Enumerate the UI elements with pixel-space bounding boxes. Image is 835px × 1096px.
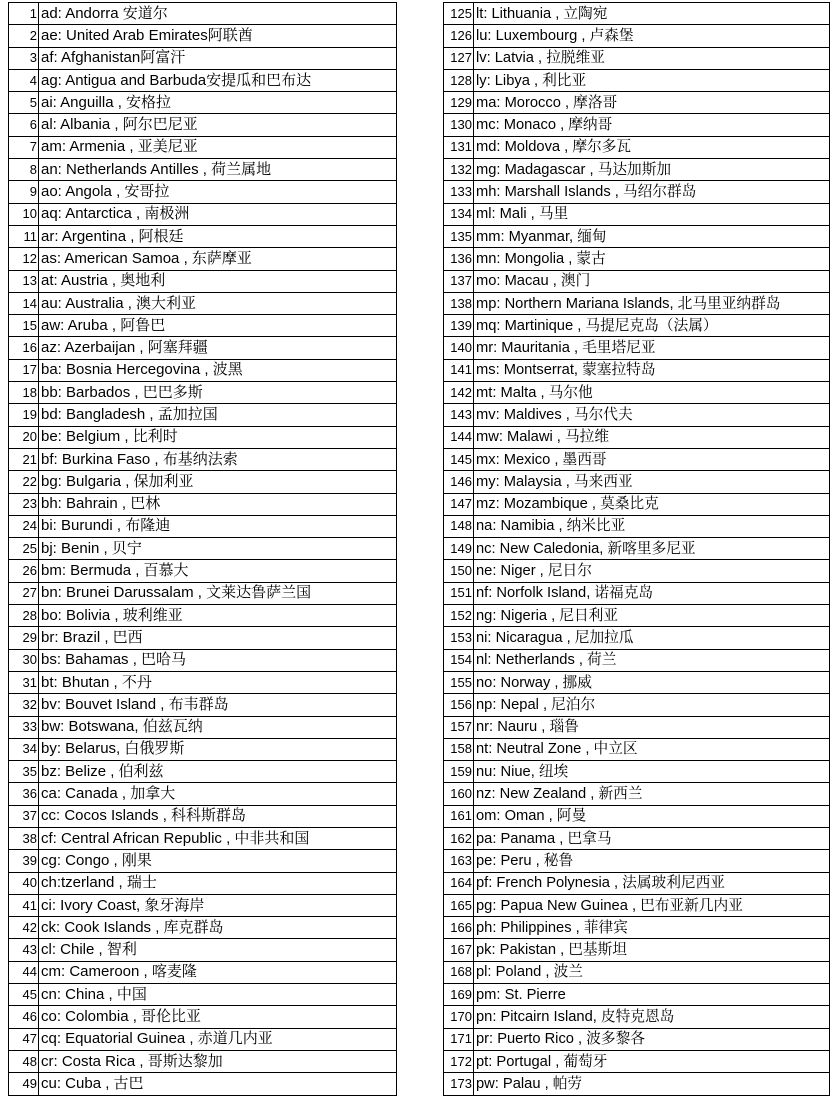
country-entry: bn: Brunei Darussalam , 文莱达鲁萨兰国 [39,582,397,604]
row-number: 15 [9,315,39,337]
table-row [444,582,830,604]
table-row [9,292,397,314]
row-number: 141 [444,359,474,381]
row-number: 34 [9,738,39,760]
row-number: 17 [9,359,39,381]
row-number: 142 [444,382,474,404]
table-row [444,92,830,114]
country-entry: bz: Belize , 伯利兹 [39,761,397,783]
table-row [444,136,830,158]
country-entry: ng: Nigeria , 尼日利亚 [474,605,830,627]
row-number: 4 [9,69,39,91]
row-number: 9 [9,181,39,203]
row-number: 41 [9,894,39,916]
table-row [444,827,830,849]
table-row [444,493,830,515]
table-row [9,47,397,69]
row-number: 125 [444,3,474,25]
table-row [444,448,830,470]
row-number: 152 [444,605,474,627]
row-number: 171 [444,1028,474,1050]
country-entry: by: Belarus, 白俄罗斯 [39,738,397,760]
table-row [444,382,830,404]
country-entry: cu: Cuba , 古巴 [39,1073,397,1095]
country-entry: nc: New Caledonia, 新喀里多尼亚 [474,538,830,560]
table-row [9,426,397,448]
row-number: 138 [444,292,474,314]
country-entry: mp: Northern Mariana Islands, 北马里亚纳群岛 [474,292,830,314]
row-number: 5 [9,92,39,114]
country-entry: bh: Bahrain , 巴林 [39,493,397,515]
country-entry: ph: Philippines , 菲律宾 [474,917,830,939]
row-number: 135 [444,225,474,247]
row-number: 155 [444,671,474,693]
row-number: 36 [9,783,39,805]
table-row [444,961,830,983]
row-number: 159 [444,761,474,783]
table-row [444,292,830,314]
table-row [9,270,397,292]
row-number: 149 [444,538,474,560]
row-number: 164 [444,872,474,894]
row-number: 29 [9,627,39,649]
row-number: 31 [9,671,39,693]
row-number: 134 [444,203,474,225]
table-row [9,783,397,805]
country-entry: cr: Costa Rica , 哥斯达黎加 [39,1050,397,1072]
row-number: 16 [9,337,39,359]
country-entry: co: Colombia , 哥伦比亚 [39,1006,397,1028]
country-entry: bf: Burkina Faso , 布基纳法索 [39,448,397,470]
country-entry: lv: Latvia , 拉脱维亚 [474,47,830,69]
row-number: 27 [9,582,39,604]
row-number: 28 [9,605,39,627]
table-row [9,694,397,716]
country-entry: ch:tzerland , 瑞士 [39,872,397,894]
country-entry: my: Malaysia , 马来西亚 [474,471,830,493]
row-number: 22 [9,471,39,493]
country-entry: cq: Equatorial Guinea , 赤道几内亚 [39,1028,397,1050]
table-row [9,114,397,136]
country-entry: ml: Mali , 马里 [474,203,830,225]
table-row [9,69,397,91]
row-number: 23 [9,493,39,515]
table-row [444,761,830,783]
country-entry: ci: Ivory Coast, 象牙海岸 [39,894,397,916]
row-number: 151 [444,582,474,604]
country-entry: na: Namibia , 纳米比亚 [474,515,830,537]
row-number: 24 [9,515,39,537]
table-row [9,627,397,649]
country-entry: pn: Pitcairn Island, 皮特克恩岛 [474,1006,830,1028]
country-entry: cl: Chile , 智利 [39,939,397,961]
table-row [444,404,830,426]
row-number: 6 [9,114,39,136]
row-number: 25 [9,538,39,560]
table-row [444,694,830,716]
table-row [444,337,830,359]
country-entry: pk: Pakistan , 巴基斯坦 [474,939,830,961]
row-number: 170 [444,1006,474,1028]
country-entry: aw: Aruba , 阿鲁巴 [39,315,397,337]
row-number: 32 [9,694,39,716]
country-entry: ly: Libya , 利比亚 [474,69,830,91]
country-entry: nu: Niue, 纽埃 [474,761,830,783]
row-number: 43 [9,939,39,961]
table-row [444,203,830,225]
country-entry: bm: Bermuda , 百慕大 [39,560,397,582]
row-number: 145 [444,448,474,470]
row-number: 150 [444,560,474,582]
row-number: 160 [444,783,474,805]
country-entry: ad: Andorra 安道尔 [39,3,397,25]
table-row [444,538,830,560]
table-row [9,1050,397,1072]
row-number: 49 [9,1073,39,1095]
country-entry: ni: Nicaragua , 尼加拉瓜 [474,627,830,649]
country-entry: pa: Panama , 巴拿马 [474,827,830,849]
country-entry: al: Albania , 阿尔巴尼亚 [39,114,397,136]
row-number: 173 [444,1073,474,1095]
country-entry: af: Afghanistan阿富汗 [39,47,397,69]
row-number: 10 [9,203,39,225]
row-number: 146 [444,471,474,493]
row-number: 40 [9,872,39,894]
row-number: 165 [444,894,474,916]
country-entry: ba: Bosnia Hercegovina , 波黑 [39,359,397,381]
country-entry: pw: Palau , 帕劳 [474,1073,830,1095]
row-number: 14 [9,292,39,314]
country-entry: pt: Portugal , 葡萄牙 [474,1050,830,1072]
country-entry: bb: Barbados , 巴巴多斯 [39,382,397,404]
country-entry: bj: Benin , 贝宁 [39,538,397,560]
table-row [9,136,397,158]
country-entry: ca: Canada , 加拿大 [39,783,397,805]
table-row [9,315,397,337]
row-number: 133 [444,181,474,203]
country-entry: mv: Maldives , 马尔代夫 [474,404,830,426]
table-row [444,984,830,1006]
row-number: 33 [9,716,39,738]
table-row [444,1028,830,1050]
row-number: 130 [444,114,474,136]
table-row [444,270,830,292]
row-number: 168 [444,961,474,983]
country-entry: au: Australia , 澳大利亚 [39,292,397,314]
table-row [9,605,397,627]
table-row [444,605,830,627]
row-number: 48 [9,1050,39,1072]
table-row [9,805,397,827]
row-number: 7 [9,136,39,158]
row-number: 20 [9,426,39,448]
country-entry: an: Netherlands Antilles , 荷兰属地 [39,159,397,181]
row-number: 8 [9,159,39,181]
country-entry: bw: Botswana, 伯兹瓦纳 [39,716,397,738]
table-row [444,805,830,827]
row-number: 37 [9,805,39,827]
table-row [9,515,397,537]
table-row [444,181,830,203]
country-entry: ai: Anguilla , 安格拉 [39,92,397,114]
country-entry: bg: Bulgaria , 保加利亚 [39,471,397,493]
row-number: 129 [444,92,474,114]
row-number: 140 [444,337,474,359]
table-row [444,25,830,47]
row-number: 154 [444,649,474,671]
country-entry: nt: Neutral Zone , 中立区 [474,738,830,760]
table-row [9,649,397,671]
table-row [444,939,830,961]
country-entry: no: Norway , 挪威 [474,671,830,693]
table-row [9,382,397,404]
table-row [444,248,830,270]
country-entry: lt: Lithuania , 立陶宛 [474,3,830,25]
table-row [9,248,397,270]
row-number: 3 [9,47,39,69]
row-number: 19 [9,404,39,426]
table-row [9,471,397,493]
table-row [444,872,830,894]
table-row [9,961,397,983]
row-number: 158 [444,738,474,760]
row-number: 147 [444,493,474,515]
table-row [9,25,397,47]
table-row [444,426,830,448]
table-row [9,917,397,939]
row-number: 12 [9,248,39,270]
country-entry: aq: Antarctica , 南极洲 [39,203,397,225]
country-entry: mz: Mozambique , 莫桑比克 [474,493,830,515]
country-entry: nz: New Zealand , 新西兰 [474,783,830,805]
row-number: 47 [9,1028,39,1050]
country-entry: bd: Bangladesh , 孟加拉国 [39,404,397,426]
row-number: 39 [9,850,39,872]
country-entry: bs: Bahamas , 巴哈马 [39,649,397,671]
table-row [444,471,830,493]
row-number: 157 [444,716,474,738]
country-entry: mg: Madagascar , 马达加斯加 [474,159,830,181]
row-number: 126 [444,25,474,47]
country-entry: bi: Burundi , 布隆迪 [39,515,397,537]
row-number: 2 [9,25,39,47]
country-entry: mx: Mexico , 墨西哥 [474,448,830,470]
row-number: 128 [444,69,474,91]
table-row [9,761,397,783]
table-row [444,159,830,181]
row-number: 45 [9,984,39,1006]
table-row [444,315,830,337]
table-row [444,627,830,649]
row-number: 143 [444,404,474,426]
country-entry: pl: Poland , 波兰 [474,961,830,983]
table-row [9,538,397,560]
table-row [444,3,830,25]
country-entry: lu: Luxembourg , 卢森堡 [474,25,830,47]
table-row [444,114,830,136]
table-row [9,582,397,604]
row-number: 30 [9,649,39,671]
row-number: 35 [9,761,39,783]
row-number: 163 [444,850,474,872]
row-number: 139 [444,315,474,337]
country-entry: be: Belgium , 比利时 [39,426,397,448]
table-row [9,716,397,738]
country-entry: mo: Macau , 澳门 [474,270,830,292]
table-row [9,1006,397,1028]
table-row [9,560,397,582]
country-entry: mn: Mongolia , 蒙古 [474,248,830,270]
left-country-table [8,2,397,1096]
row-number: 42 [9,917,39,939]
row-number: 144 [444,426,474,448]
row-number: 131 [444,136,474,158]
row-number: 137 [444,270,474,292]
country-entry: pf: French Polynesia , 法属玻利尼西亚 [474,872,830,894]
country-entry: cc: Cocos Islands , 科科斯群岛 [39,805,397,827]
country-entry: cg: Congo , 刚果 [39,850,397,872]
row-number: 13 [9,270,39,292]
row-number: 11 [9,225,39,247]
table-row [444,47,830,69]
table-row [9,3,397,25]
table-row [9,827,397,849]
country-entry: bt: Bhutan , 不丹 [39,671,397,693]
row-number: 1 [9,3,39,25]
row-number: 153 [444,627,474,649]
country-entry: at: Austria , 奥地利 [39,270,397,292]
country-entry: bo: Bolivia , 玻利维亚 [39,605,397,627]
country-entry: pg: Papua New Guinea , 巴布亚新几内亚 [474,894,830,916]
country-entry: mq: Martinique , 马提尼克岛（法属） [474,315,830,337]
table-row [9,984,397,1006]
country-entry: bv: Bouvet Island , 布韦群岛 [39,694,397,716]
table-row [9,404,397,426]
country-entry: pm: St. Pierre [474,984,830,1006]
country-entry: mm: Myanmar, 缅甸 [474,225,830,247]
country-entry: mh: Marshall Islands , 马绍尔群岛 [474,181,830,203]
country-entry: cn: China , 中国 [39,984,397,1006]
right-country-table [443,2,830,1096]
country-entry: mc: Monaco , 摩纳哥 [474,114,830,136]
table-row [9,159,397,181]
country-entry: mw: Malawi , 马拉维 [474,426,830,448]
table-row [444,1006,830,1028]
country-entry: nf: Norfolk Island, 诺福克岛 [474,582,830,604]
row-number: 26 [9,560,39,582]
country-entry: cm: Cameroon , 喀麦隆 [39,961,397,983]
country-entry: pr: Puerto Rico , 波多黎各 [474,1028,830,1050]
row-number: 167 [444,939,474,961]
table-row [9,203,397,225]
country-entry: ck: Cook Islands , 库克群岛 [39,917,397,939]
country-entry: ms: Montserrat, 蒙塞拉特岛 [474,359,830,381]
table-row [444,560,830,582]
row-number: 44 [9,961,39,983]
row-number: 156 [444,694,474,716]
country-entry: ne: Niger , 尼日尔 [474,560,830,582]
row-number: 169 [444,984,474,1006]
table-row [444,917,830,939]
country-entry: az: Azerbaijan , 阿塞拜疆 [39,337,397,359]
table-row [9,738,397,760]
table-row [444,649,830,671]
country-entry: ag: Antigua and Barbuda安提瓜和巴布达 [39,69,397,91]
table-row [444,515,830,537]
country-entry: br: Brazil , 巴西 [39,627,397,649]
country-entry: cf: Central African Republic , 中非共和国 [39,827,397,849]
table-row [444,671,830,693]
row-number: 21 [9,448,39,470]
country-entry: np: Nepal , 尼泊尔 [474,694,830,716]
row-number: 172 [444,1050,474,1072]
table-row [9,337,397,359]
row-number: 38 [9,827,39,849]
country-entry: md: Moldova , 摩尔多瓦 [474,136,830,158]
table-row [444,783,830,805]
table-row [9,872,397,894]
country-entry: ae: United Arab Emirates阿联酋 [39,25,397,47]
table-row [9,1028,397,1050]
country-entry: as: American Samoa , 东萨摩亚 [39,248,397,270]
row-number: 162 [444,827,474,849]
row-number: 166 [444,917,474,939]
table-row [9,92,397,114]
row-number: 161 [444,805,474,827]
table-row [9,850,397,872]
row-number: 132 [444,159,474,181]
country-entry: ao: Angola , 安哥拉 [39,181,397,203]
table-row [9,493,397,515]
country-entry: pe: Peru , 秘鲁 [474,850,830,872]
country-entry: ar: Argentina , 阿根廷 [39,225,397,247]
country-entry: nr: Nauru , 瑙鲁 [474,716,830,738]
country-entry: am: Armenia , 亚美尼亚 [39,136,397,158]
row-number: 46 [9,1006,39,1028]
table-row [9,448,397,470]
country-entry: mt: Malta , 马尔他 [474,382,830,404]
country-entry: ma: Morocco , 摩洛哥 [474,92,830,114]
table-row [9,359,397,381]
table-row [9,894,397,916]
country-entry: nl: Netherlands , 荷兰 [474,649,830,671]
table-row [444,359,830,381]
left-table [8,2,397,1096]
row-number: 136 [444,248,474,270]
row-number: 127 [444,47,474,69]
table-row [444,716,830,738]
table-row [9,225,397,247]
table-row [444,894,830,916]
table-row [9,671,397,693]
country-entry: om: Oman , 阿曼 [474,805,830,827]
row-number: 18 [9,382,39,404]
table-row [9,181,397,203]
table-row [444,738,830,760]
right-table [443,2,830,1096]
table-row [444,850,830,872]
table-row [9,939,397,961]
row-number: 148 [444,515,474,537]
country-entry: mr: Mauritania , 毛里塔尼亚 [474,337,830,359]
table-row [444,225,830,247]
table-row [444,1050,830,1072]
table-row [444,69,830,91]
